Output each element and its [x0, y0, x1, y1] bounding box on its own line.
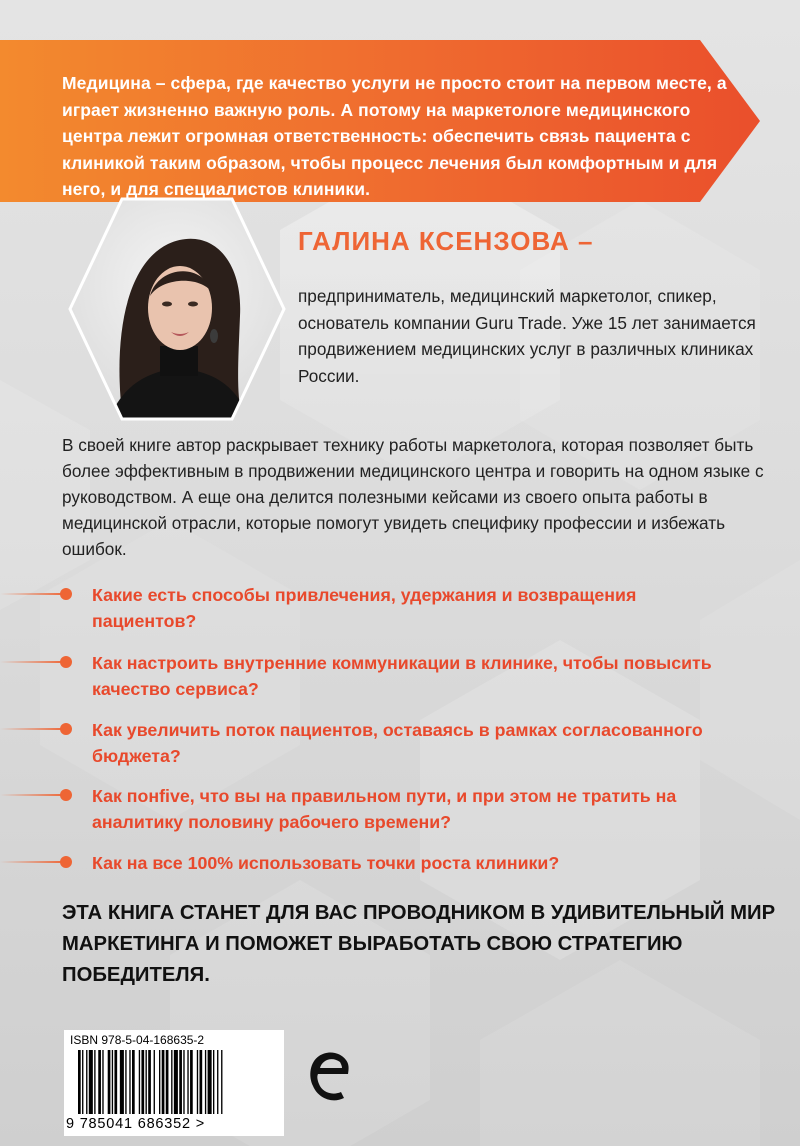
- author-name: ГАЛИНА КСЕНЗОВА –: [298, 226, 594, 256]
- questions-list: [0, 580, 800, 880]
- question-bullet-dot: [60, 789, 72, 801]
- question-item: Как увеличить поток пациентов, оставаясь в рамках согласованного бюджета?: [92, 720, 703, 766]
- question-item: Какие есть способы привлечения, удержания и возвращения пациентов?: [92, 585, 637, 631]
- question-bullet-line: [0, 593, 66, 595]
- question-bullet-dot: [60, 856, 72, 868]
- publisher-logo-icon: [306, 1046, 354, 1108]
- question-item: Как на все 100% использовать точки роста клиники?: [92, 853, 560, 873]
- question-bullet-line: [0, 794, 66, 796]
- question-bullet-dot: [60, 656, 72, 668]
- author-photo: [68, 196, 286, 422]
- question-item: Как настроить внутренние коммуникации в клинике, чтобы повысить качество сервиса?: [92, 653, 712, 699]
- banner-text: Медицина – сфера, где качество услуги не просто стоит на первом месте, а играет жизненно важную роль. А потому на маркетологе медицинского центра лежит огромная ответственность: обеспечить связь пациента с клиникой таким образом, чтобы процесс лечения был комфортным и для него, и для специалистов клиники.: [62, 73, 727, 199]
- barcode: [64, 1030, 284, 1136]
- author-bio: предприниматель, медицинский маркетолог, спикер, основатель компании Guru Trade. Уже 15 лет занимается продвижением медицинских услуг в различных клиниках России.: [298, 286, 756, 386]
- barcode-digits: 9 785041 686352 >: [66, 1116, 205, 1132]
- question-bullet-line: [0, 861, 66, 863]
- question-bullet-dot: [60, 588, 72, 600]
- question-bullet-line: [0, 728, 66, 730]
- isbn-number: ISBN 978-5-04-168635-2: [70, 1033, 205, 1047]
- question-item: Как понfive, что вы на правильном пути, и при этом не тратить на аналитику половину рабочего времени?: [92, 786, 677, 832]
- closing-statement: ЭТА КНИГА СТАНЕТ ДЛЯ ВАС ПРОВОДНИКОМ В УДИВИТЕЛЬНЫЙ МИР МАРКЕТИНГА И ПОМОЖЕТ ВЫРАБОТАТЬ СВОЮ СТРАТЕГИЮ ПОБЕДИТЕЛЯ.: [62, 902, 776, 986]
- intro-paragraph: В своей книге автор раскрывает технику работы маркетолога, которая позволяет быть более эффективным в продвижении медицинского центра и говорить на одном языке с руководством. А еще она делится полезными кейсами из своего опыта работы в медицинской отрасли, которые помогут увидеть специфику профессии и избежать ошибок.: [62, 435, 764, 559]
- question-bullet-dot: [60, 723, 72, 735]
- question-bullet-line: [0, 661, 66, 663]
